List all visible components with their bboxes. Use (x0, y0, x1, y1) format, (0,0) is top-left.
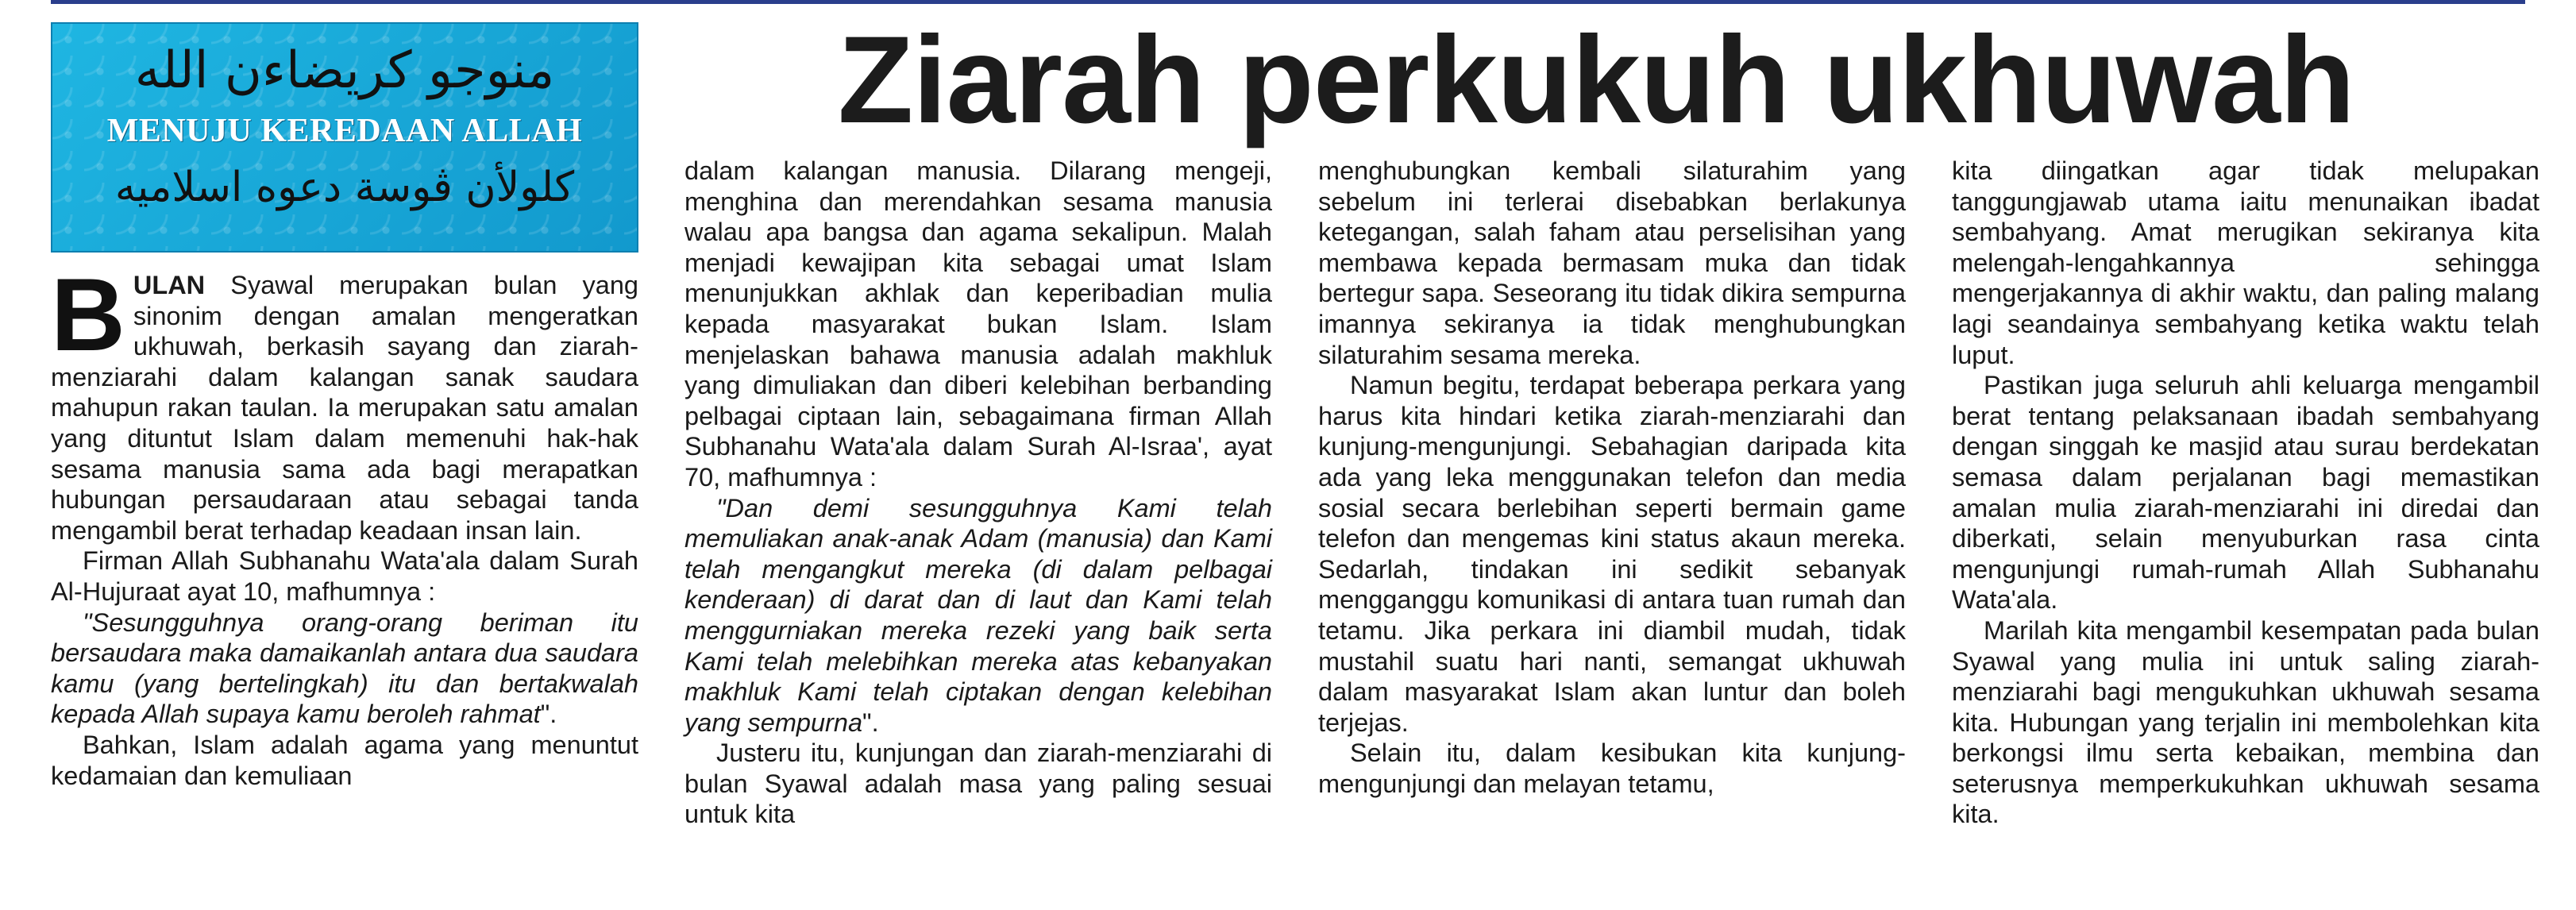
article-paragraph: Justeru itu, kunjungan dan ziarah-menziarahi di bulan Syawal adalah masa yang paling sesuai untuk kita (684, 738, 1272, 829)
article-paragraph: Firman Allah Subhanahu Wata'ala dalam Surah Al-Hujuraat ayat 10, mafhumnya : (51, 546, 638, 606)
drop-cap: B (51, 256, 125, 372)
article-paragraph: kita diingatkan agar tidak melupakan tanggungjawab utama iaitu menunaikan ibadat sembahyang. Amat merugikan sekiranya kita melengah-lengahkannya sehingga mengerjakannya di akhir waktu, dan paling malang lagi seandainya sembahyang ketika waktu telah luput. (1952, 156, 2539, 369)
article-column-4 (1952, 156, 2539, 902)
article-paragraph: Selain itu, dalam kesibukan kita kunjung-mengunjungi dan melayan tetamu, (1318, 738, 1906, 798)
quote-end: ". (540, 700, 557, 729)
banner-malay-title: MENUJU KEREDAAN ALLAH (106, 113, 583, 149)
article-paragraph: dalam kalangan manusia. Dilarang mengeji, menghina dan merendahkan sesama manusia walau apa bangsa dan agama sekalipun. Malah menjadi kewajipan kita sebagai umat Islam menunjukkan akhlak dan keperibadian mulia kepada masyarakat bukan Islam. Islam menjelaskan bahawa manusia adalah makhluk yang dimuliakan dan diberi kelebihan berbanding pelbagai ciptaan lain, sebagaimana firman Allah Subhanahu Wata'ala dalam Surah Al-Israa', ayat 70, mafhumnya : (684, 156, 1272, 492)
article-paragraph (51, 256, 638, 546)
article-paragraph: menghubungkan kembali silaturahim yang sebelum ini terlerai disebabkan berlakunya ketegangan, salah faham atau perselisihan yang membawa kepada bermasam muka dan tidak bertegur sapa. Seseorang itu tidak dikira sempurna imannya sekiranya ia tidak menghubungkan silaturahim sesama mereka. (1318, 156, 1906, 369)
article-paragraph: Pastikan juga seluruh ahli keluarga mengambil berat tentang pelaksanaan ibadah sembahyang dengan singgah ke masjid atau surau berdekatan semasa dalam perjalanan bagi memastikan amalan mulia ziarah-menziarahi ini diredai dan diberkati, selain menyuburkan rasa cinta mengunjungi rumah-rumah Allah Subhanahu Wata'ala. (1952, 371, 2539, 615)
top-rule (51, 0, 2525, 4)
paragraph-text: Syawal merupakan bulan yang sinonim dengan amalan mengeratkan ukhuwah, berkasih sayang dan ziarah-menziarahi dalam kalangan sanak saudara mahupun rakan taulan. Ia merupakan satu amalan yang dituntut Islam dalam memenuhi hak-hak sesama manusia sama ada bagi merapatkan hubungan persaudaraan atau sebagai tanda mengambil berat terhadap keadaan insan lain. (51, 271, 638, 545)
quote-text: "Dan demi sesungguhnya Kami telah memuliakan anak-anak Adam (manusia) dan Kami telah mengangkut mereka (di dalam pelbagai kenderaan) di darat dan di laut dan Kami telah menggurniakan mereka rezeki yang baik serta Kami telah melebihkan mereka atas kebanyakan makhluk Kami telah ciptakan dengan kelebihan yang sempurna (684, 493, 1272, 737)
quran-quote (51, 607, 638, 730)
banner-jawi-title: منوجو كريضاءن الله (134, 41, 555, 100)
article-paragraph: Marilah kita mengambil kesempatan pada bulan Syawal yang mulia ini untuk saling ziarah-menziarahi bagi mengukuhkan ukhuwah sesama kita. Hubungan yang terjalin ini membolehkan kita berkongsi ilmu serta kebaikan, membina dan seterusnya memperkukuhkan ukhuwah sesama kita. (1952, 615, 2539, 829)
article-column-3 (1318, 156, 1906, 902)
article-paragraph: Namun begitu, terdapat beberapa perkara yang harus kita hindari ketika ziarah-menziarahi dan kunjung-mengunjungi. Sebahagian daripada kita ada yang leka menggunakan telefon dan media sosial secara berlebihan seperti bermain game telefon dan mengemas kini status akaun mereka. Sedarlah, tindakan ini sedikit sebanyak mengganggu komunikasi di antara tuan rumah dan tetamu. Jika perkara ini diambil mudah, tidak mustahil suatu hari nanti, semangat ukhuwah dalam masyarakat Islam akan luntur dan boleh terjejas. (1318, 371, 1906, 737)
banner-jawi-subtitle: كلولأن ڤوسة دعوه اسلاميه (114, 164, 575, 211)
headline: Ziarah perkukuh ukhuwah (837, 11, 2354, 149)
article-paragraph: Bahkan, Islam adalah agama yang menuntut kedamaian dan kemuliaan (51, 730, 638, 790)
quran-quote (684, 493, 1272, 738)
lead-in: ULAN (133, 271, 206, 299)
quote-text: "Sesungguhnya orang-orang beriman itu bersaudara maka damaikanlah antara dua saudara kamu (yang bertelingkah) itu dan bertakwalah kepada Allah supaya kamu beroleh rahmat (51, 607, 638, 729)
quote-end: ". (862, 708, 879, 737)
article-column-2 (684, 156, 1272, 902)
column-banner (51, 22, 638, 253)
article-column-1 (51, 256, 638, 897)
